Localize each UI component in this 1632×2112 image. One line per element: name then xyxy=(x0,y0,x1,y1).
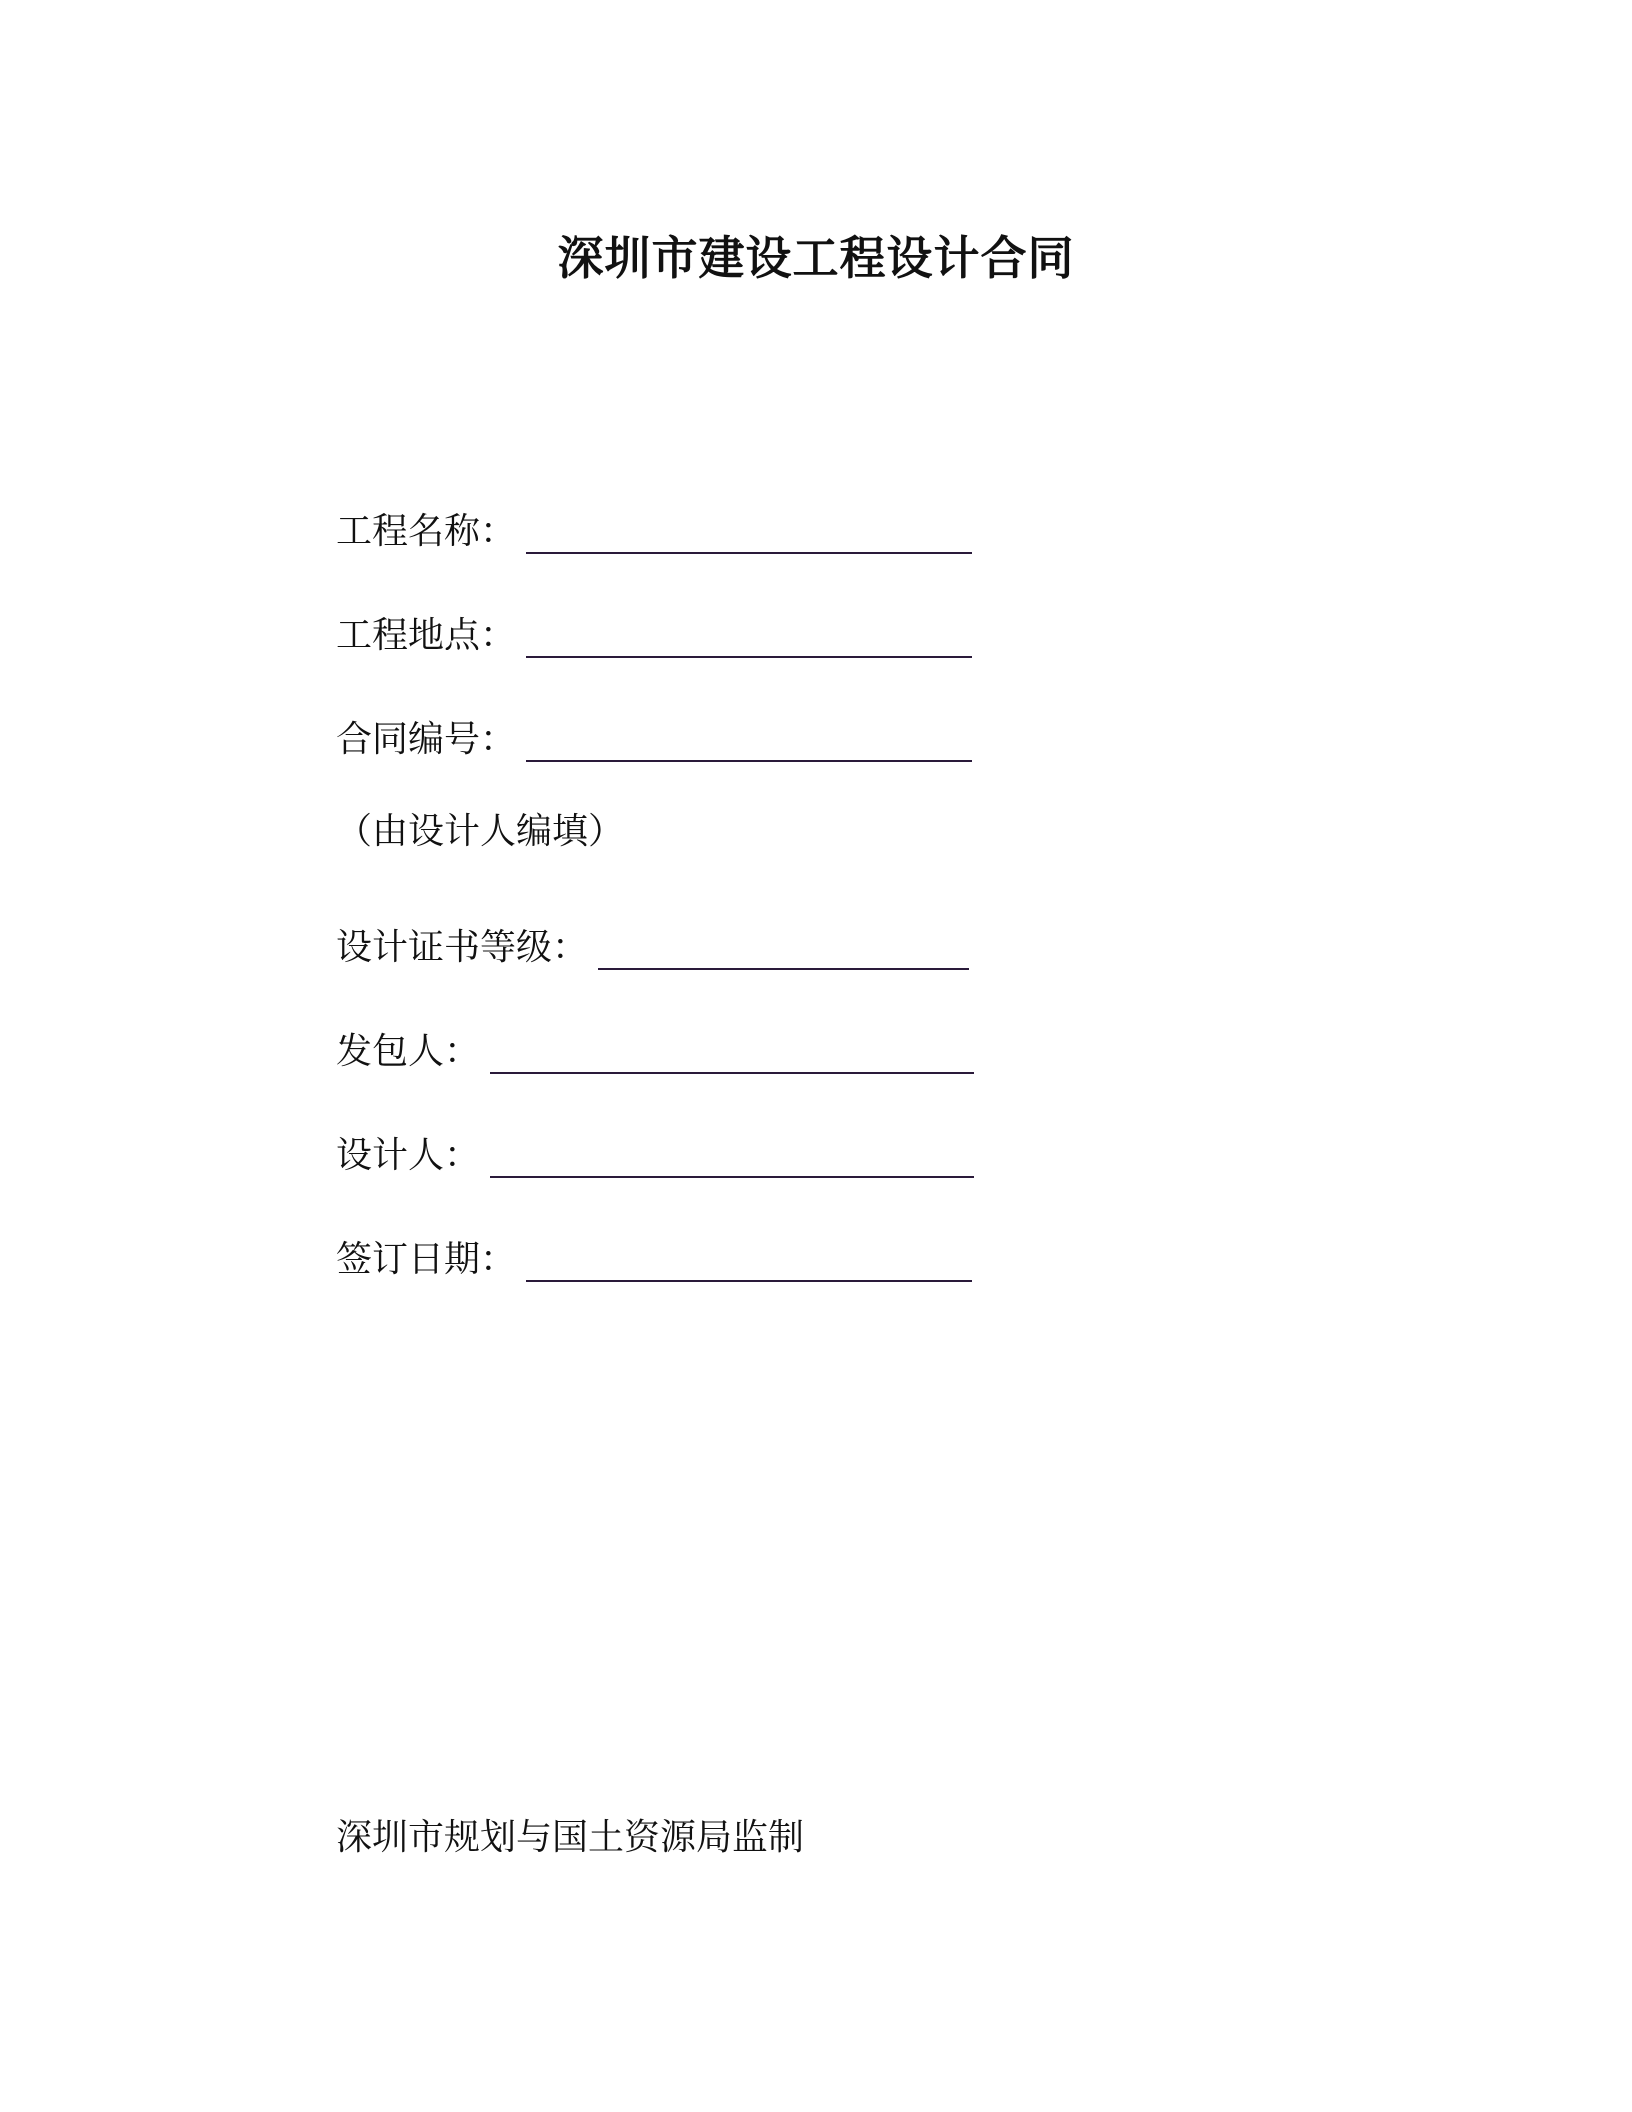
field-design-certificate-grade xyxy=(336,910,969,970)
fill-note: （由设计人编填） xyxy=(336,811,625,852)
employer-blank[interactable] xyxy=(490,1032,974,1074)
document-title: 深圳市建设工程设计合同 xyxy=(557,231,1075,285)
field-project-location xyxy=(336,598,972,658)
field-label: 设计证书等级： xyxy=(336,927,589,968)
project-name-blank[interactable] xyxy=(526,512,972,554)
field-label: 签订日期： xyxy=(336,1239,517,1280)
issuer-footer: 深圳市规划与国土资源局监制 xyxy=(336,1817,805,1858)
signing-date-blank[interactable] xyxy=(526,1240,972,1282)
project-location-blank[interactable] xyxy=(526,616,972,658)
field-label: 合同编号： xyxy=(336,719,517,760)
designer-blank[interactable] xyxy=(490,1136,974,1178)
field-contract-number xyxy=(336,702,972,762)
field-project-name xyxy=(336,494,972,554)
field-signing-date xyxy=(336,1222,972,1282)
field-label: 发包人： xyxy=(336,1031,481,1072)
contract-number-blank[interactable] xyxy=(526,720,972,762)
design-certificate-grade-blank[interactable] xyxy=(598,928,969,970)
field-label: 工程名称： xyxy=(336,511,517,552)
field-label: 工程地点： xyxy=(336,615,517,656)
field-label: 设计人： xyxy=(336,1135,481,1176)
field-employer xyxy=(336,1014,974,1074)
field-designer xyxy=(336,1118,974,1178)
